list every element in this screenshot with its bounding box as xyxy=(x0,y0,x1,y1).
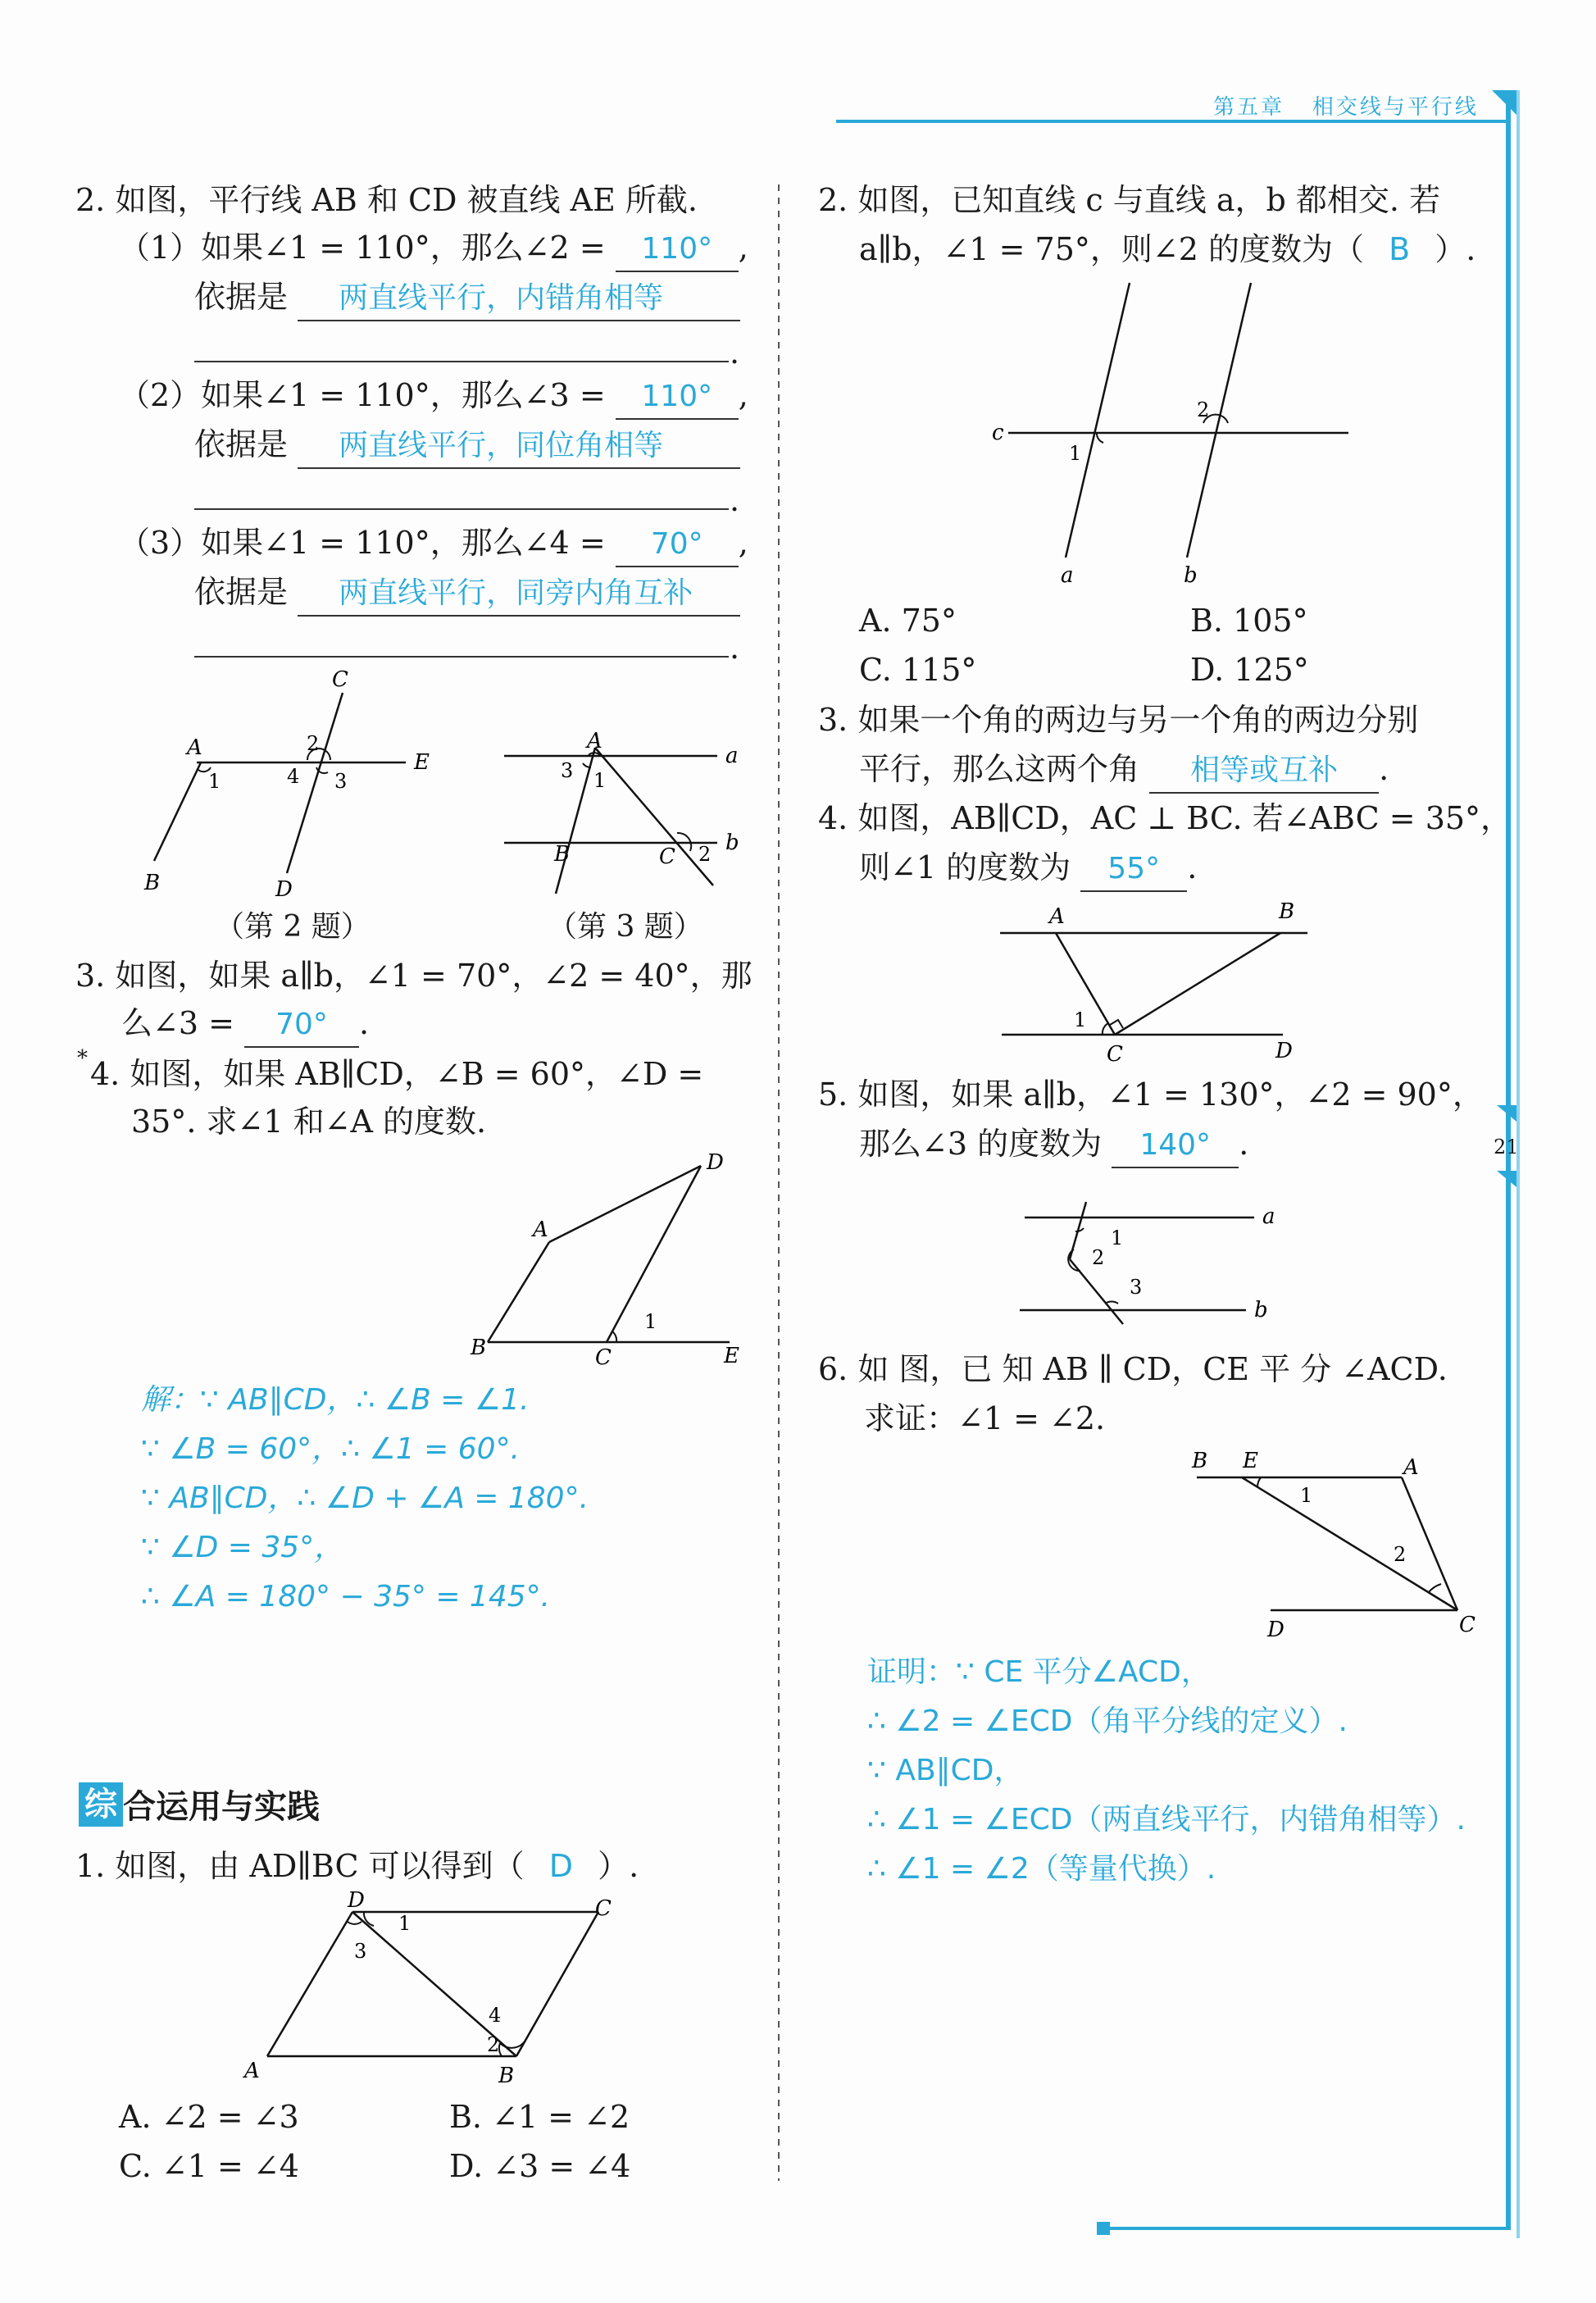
label-b: b xyxy=(725,831,739,855)
label-2: 2 xyxy=(1394,1543,1407,1566)
s1-stem: 1. 如图，由 AD∥BC 可以得到（ D ）. xyxy=(75,1848,639,1884)
r-q5-answer-line: 那么∠3 的度数为 140° . xyxy=(859,1119,1248,1168)
q2-part3: （3）如果∠1 = 110°，那么∠4 = 70° , xyxy=(119,518,748,567)
s1-option-c[interactable]: C. ∠1 = ∠4 xyxy=(119,2148,299,2184)
r-q5-diagram xyxy=(1008,1189,1303,1336)
label-E: E xyxy=(414,750,430,775)
q3-diagram xyxy=(492,730,754,902)
q4-solution xyxy=(141,1376,589,1622)
q3-stem: 3. 如图，如果 a∥b，∠1 = 70°，∠2 = 40°，那 xyxy=(75,958,753,994)
label-D: D xyxy=(275,877,293,902)
r-q4-diagram xyxy=(984,894,1328,1074)
r-q2-option-c[interactable]: C. 115° xyxy=(859,652,977,688)
r-q5-answer-blank[interactable]: 140° xyxy=(1112,1122,1239,1168)
label-4: 4 xyxy=(489,2004,502,2027)
label-C: C xyxy=(1107,1042,1123,1067)
label-3: 3 xyxy=(1130,1276,1143,1299)
q3-caption: （第 3 题） xyxy=(548,910,703,944)
label-A: A xyxy=(1049,904,1065,929)
label-B: B xyxy=(1192,1449,1208,1473)
r-q6-proof-line: ∴ ∠2 = ∠ECD（角平分线的定义）. xyxy=(867,1704,1348,1738)
s1-option-a[interactable]: A. ∠2 = ∠3 xyxy=(119,2099,299,2135)
label-3: 3 xyxy=(334,770,348,793)
q4-star: * xyxy=(77,1046,88,1071)
q2-stem: 2. 如图，平行线 AB 和 CD 被直线 AE 所截. xyxy=(75,182,698,218)
label-1: 1 xyxy=(1074,1008,1087,1031)
q2-part1-answer-blank[interactable]: 110° xyxy=(616,226,739,272)
r-q2-option-a[interactable]: A. 75° xyxy=(859,603,957,639)
q3-answer-blank[interactable]: 70° xyxy=(244,1002,359,1048)
s1-diagram xyxy=(238,1886,631,2091)
q2-part1: （1）如果∠1 = 110°，那么∠2 = 110° , xyxy=(119,223,748,272)
section-badge: 综 xyxy=(79,1782,123,1827)
q2-part2-basis-blank[interactable]: 两直线平行，同位角相等 xyxy=(298,423,740,469)
q3-answer-line: 么∠3 = 70° . xyxy=(121,999,369,1048)
r-q3-answer-line: 平行，那么这两个角 相等或互补 . xyxy=(859,744,1389,794)
chapter-title: 相交线与平行线 xyxy=(1312,95,1479,120)
label-2: 2 xyxy=(698,843,712,866)
label-B: B xyxy=(144,871,161,895)
q4-diagram xyxy=(459,1148,754,1386)
r-q2-answer: B xyxy=(1389,231,1411,267)
label-A: A xyxy=(187,735,202,760)
r-q6-proof-line: ∵ AB∥CD， xyxy=(867,1754,1024,1787)
label-B: B xyxy=(471,1336,487,1360)
label-C: C xyxy=(659,844,675,869)
q4-stem: 4. 如图，如果 AB∥CD，∠B = 60°，∠D = xyxy=(90,1056,704,1092)
q2-caption: （第 2 题） xyxy=(215,910,371,944)
label-A: A xyxy=(1403,1455,1419,1480)
label-E: E xyxy=(724,1344,739,1368)
label-3: 3 xyxy=(354,1940,367,1963)
label-b: b xyxy=(1254,1298,1268,1322)
s1-answer: D xyxy=(548,1848,574,1884)
r-q5-stem: 5. 如图，如果 a∥b，∠1 = 130°，∠2 = 90°， xyxy=(818,1076,1484,1113)
label-B: B xyxy=(1279,899,1295,924)
line-AC xyxy=(595,748,713,885)
chapter-number: 第五章 xyxy=(1213,95,1285,120)
s1-option-b[interactable]: B. ∠1 = ∠2 xyxy=(449,2099,630,2135)
line-AD xyxy=(267,1912,352,2056)
chapter-header xyxy=(1213,90,1479,121)
line-a xyxy=(1066,283,1130,558)
r-q3-answer-blank[interactable]: 相等或互补 xyxy=(1149,748,1379,794)
page-number: 21 xyxy=(1494,1136,1519,1158)
r-q6-proof-line: ∴ ∠1 = ∠2（等量代换）. xyxy=(867,1852,1216,1886)
label-1: 1 xyxy=(593,769,607,792)
label-D: D xyxy=(707,1150,724,1175)
label-D: D xyxy=(1267,1618,1285,1642)
label-a: a xyxy=(1262,1204,1275,1229)
label-C: C xyxy=(595,1345,612,1370)
r-q4-answer-line: 则∠1 的度数为 55° . xyxy=(859,843,1197,892)
q2-part1-basis: 依据是 两直线平行，内错角相等 xyxy=(194,272,740,321)
label-A: A xyxy=(244,2059,260,2083)
label-1: 1 xyxy=(1300,1484,1313,1507)
r-q3-stem: 3. 如果一个角的两边与另一个角的两边分别 xyxy=(818,702,1419,738)
q2-part2: （2）如果∠1 = 110°，那么∠3 = 110° , xyxy=(119,371,748,420)
line-BC xyxy=(1115,933,1280,1035)
label-4: 4 xyxy=(287,765,300,788)
r-q6-proof-line: ∴ ∠1 = ∠ECD（两直线平行，内错角相等）. xyxy=(867,1803,1466,1836)
q4-solution-line: 解：∵ AB∥CD，∴ ∠B = ∠1. xyxy=(141,1383,530,1417)
label-E: E xyxy=(1243,1449,1258,1473)
label-A: A xyxy=(587,730,602,753)
r-q6-stem: 6. 如 图，已 知 AB ∥ CD，CE 平 分 ∠ACD. xyxy=(818,1351,1448,1387)
label-A: A xyxy=(533,1217,548,1242)
q2-part3-basis: 依据是 两直线平行，同旁内角互补 xyxy=(194,567,740,617)
line-AB xyxy=(154,762,201,861)
line-EC xyxy=(1242,1477,1457,1610)
label-b: b xyxy=(1184,563,1198,588)
r-q2-stem: 2. 如图，已知直线 c 与直线 a，b 都相交. 若 xyxy=(818,182,1441,218)
q4-stem-line2: 35°. 求∠1 和∠A 的度数. xyxy=(131,1104,487,1140)
q4-solution-line: ∴ ∠A = 180° − 35° = 145°. xyxy=(141,1580,551,1613)
line-BA xyxy=(488,1242,549,1342)
line-BC xyxy=(516,1912,598,2056)
r-q6-proof xyxy=(867,1648,1466,1894)
r-q2-diagram xyxy=(984,279,1361,590)
label-B: B xyxy=(498,2064,515,2088)
q2-part2-basis-line2[interactable] xyxy=(194,508,729,510)
q2-part3-basis-blank[interactable]: 两直线平行，同旁内角互补 xyxy=(298,571,740,617)
section-heading xyxy=(79,1781,320,1827)
r-q4-answer-blank[interactable]: 55° xyxy=(1080,846,1187,892)
label-3: 3 xyxy=(561,759,574,782)
label-D: D xyxy=(348,1888,365,1913)
q2-diagram xyxy=(131,668,459,914)
s1-option-d[interactable]: D. ∠3 = ∠4 xyxy=(449,2148,631,2184)
label-2: 2 xyxy=(307,732,320,755)
label-C: C xyxy=(332,668,348,692)
q2-part1-basis-line2[interactable] xyxy=(194,361,729,362)
section-title: 合运用与实践 xyxy=(123,1788,320,1826)
label-1: 1 xyxy=(1069,442,1082,465)
q2-part3-basis-line2[interactable] xyxy=(194,656,729,658)
r-q2-option-d[interactable]: D. 125° xyxy=(1190,652,1309,688)
q2-part2-answer-blank[interactable]: 110° xyxy=(616,374,739,420)
label-1: 1 xyxy=(208,770,221,793)
label-a: a xyxy=(725,744,739,768)
r-q2-stem-line2: a∥b，∠1 = 75°，则∠2 的度数为（ B ）. xyxy=(859,231,1476,267)
label-1: 1 xyxy=(644,1310,657,1333)
r-q4-stem: 4. 如图，AB∥CD，AC ⊥ BC. 若∠ABC = 35°， xyxy=(818,800,1512,836)
label-2: 2 xyxy=(487,2033,500,2056)
label-D: D xyxy=(1275,1039,1293,1063)
label-2: 2 xyxy=(1092,1246,1105,1269)
r-q2-option-b[interactable]: B. 105° xyxy=(1190,603,1308,639)
q4-solution-line: ∵ ∠D = 35°， xyxy=(141,1531,344,1564)
r-q6-diagram xyxy=(1180,1443,1500,1648)
label-a: a xyxy=(1061,563,1074,588)
q4-solution-line: ∵ ∠B = 60°，∴ ∠1 = 60°. xyxy=(141,1432,521,1466)
label-1: 1 xyxy=(1111,1227,1124,1249)
q2-part2-basis: 依据是 两直线平行，同位角相等 xyxy=(194,420,740,469)
label-1: 1 xyxy=(398,1912,412,1935)
label-C: C xyxy=(595,1896,612,1921)
label-C: C xyxy=(1459,1613,1476,1637)
line-AD xyxy=(549,1166,701,1242)
r-q6-stem-line2: 求证：∠1 = ∠2. xyxy=(864,1400,1106,1436)
q4-solution-line: ∵ AB∥CD，∴ ∠D + ∠A = 180°. xyxy=(141,1481,589,1515)
q2-part1-basis-blank[interactable]: 两直线平行，内错角相等 xyxy=(298,275,740,321)
q2-part3-answer-blank[interactable]: 70° xyxy=(616,521,739,567)
label-2: 2 xyxy=(1197,398,1210,421)
label-c: c xyxy=(992,421,1004,445)
label-B: B xyxy=(554,842,571,867)
r-q6-proof-line: 证明：∵ CE 平分∠ACD， xyxy=(867,1655,1211,1689)
